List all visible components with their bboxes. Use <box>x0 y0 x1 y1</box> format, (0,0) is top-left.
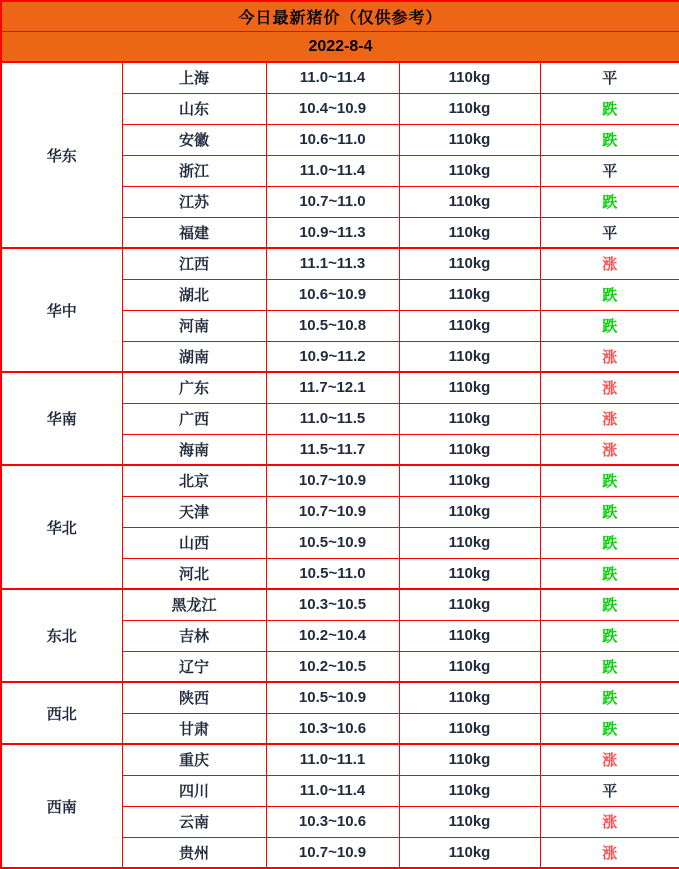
province-cell: 辽宁 <box>122 651 266 682</box>
province-cell: 河南 <box>122 310 266 341</box>
region-cell: 西南 <box>1 744 122 868</box>
page-title: 今日最新猪价（仅供参考） <box>1 1 679 32</box>
province-cell: 四川 <box>122 775 266 806</box>
province-cell: 海南 <box>122 434 266 465</box>
table-date-row <box>1 32 679 63</box>
weight-cell: 110kg <box>399 248 540 279</box>
province-cell: 广东 <box>122 372 266 403</box>
table-row <box>1 589 679 620</box>
price-table-body <box>1 1 679 868</box>
region-cell: 东北 <box>1 589 122 682</box>
trend-cell: 涨 <box>540 372 679 403</box>
trend-cell: 跌 <box>540 527 679 558</box>
weight-cell: 110kg <box>399 713 540 744</box>
price-cell: 10.3~10.5 <box>266 589 399 620</box>
province-cell: 江苏 <box>122 186 266 217</box>
weight-cell: 110kg <box>399 93 540 124</box>
trend-cell: 涨 <box>540 744 679 775</box>
province-cell: 湖北 <box>122 279 266 310</box>
price-cell: 11.5~11.7 <box>266 434 399 465</box>
price-cell: 10.7~10.9 <box>266 496 399 527</box>
weight-cell: 110kg <box>399 186 540 217</box>
trend-cell: 跌 <box>540 465 679 496</box>
price-cell: 10.3~10.6 <box>266 713 399 744</box>
price-cell: 10.7~10.9 <box>266 465 399 496</box>
weight-cell: 110kg <box>399 775 540 806</box>
price-cell: 10.6~11.0 <box>266 124 399 155</box>
trend-cell: 跌 <box>540 651 679 682</box>
trend-cell: 跌 <box>540 682 679 713</box>
weight-cell: 110kg <box>399 682 540 713</box>
price-cell: 10.7~11.0 <box>266 186 399 217</box>
date-label: 2022-8-4 <box>1 32 679 63</box>
province-cell: 甘肃 <box>122 713 266 744</box>
trend-cell: 平 <box>540 217 679 248</box>
weight-cell: 110kg <box>399 279 540 310</box>
province-cell: 山西 <box>122 527 266 558</box>
price-cell: 10.5~11.0 <box>266 558 399 589</box>
region-cell: 西北 <box>1 682 122 744</box>
price-cell: 11.0~11.1 <box>266 744 399 775</box>
province-cell: 浙江 <box>122 155 266 186</box>
province-cell: 山东 <box>122 93 266 124</box>
trend-cell: 跌 <box>540 589 679 620</box>
trend-cell: 跌 <box>540 496 679 527</box>
price-cell: 10.2~10.5 <box>266 651 399 682</box>
table-row <box>1 248 679 279</box>
trend-cell: 跌 <box>540 558 679 589</box>
weight-cell: 110kg <box>399 341 540 372</box>
province-cell: 安徽 <box>122 124 266 155</box>
weight-cell: 110kg <box>399 217 540 248</box>
trend-cell: 跌 <box>540 124 679 155</box>
province-cell: 贵州 <box>122 837 266 868</box>
table-row <box>1 465 679 496</box>
region-cell: 华北 <box>1 465 122 589</box>
price-cell: 10.9~11.3 <box>266 217 399 248</box>
price-cell: 10.9~11.2 <box>266 341 399 372</box>
trend-cell: 涨 <box>540 434 679 465</box>
weight-cell: 110kg <box>399 372 540 403</box>
weight-cell: 110kg <box>399 310 540 341</box>
province-cell: 江西 <box>122 248 266 279</box>
price-cell: 10.7~10.9 <box>266 837 399 868</box>
table-title-row <box>1 1 679 32</box>
region-cell: 华南 <box>1 372 122 465</box>
province-cell: 河北 <box>122 558 266 589</box>
table-row <box>1 62 679 93</box>
weight-cell: 110kg <box>399 124 540 155</box>
price-cell: 11.7~12.1 <box>266 372 399 403</box>
province-cell: 上海 <box>122 62 266 93</box>
price-cell: 10.5~10.9 <box>266 682 399 713</box>
table-row <box>1 744 679 775</box>
weight-cell: 110kg <box>399 434 540 465</box>
trend-cell: 平 <box>540 775 679 806</box>
trend-cell: 跌 <box>540 713 679 744</box>
trend-cell: 涨 <box>540 341 679 372</box>
weight-cell: 110kg <box>399 837 540 868</box>
trend-cell: 涨 <box>540 403 679 434</box>
price-cell: 11.0~11.4 <box>266 62 399 93</box>
weight-cell: 110kg <box>399 527 540 558</box>
price-cell: 10.5~10.9 <box>266 527 399 558</box>
province-cell: 天津 <box>122 496 266 527</box>
weight-cell: 110kg <box>399 558 540 589</box>
price-cell: 10.2~10.4 <box>266 620 399 651</box>
price-cell: 10.4~10.9 <box>266 93 399 124</box>
weight-cell: 110kg <box>399 744 540 775</box>
region-cell: 华中 <box>1 248 122 372</box>
table-row <box>1 372 679 403</box>
price-cell: 10.5~10.8 <box>266 310 399 341</box>
trend-cell: 涨 <box>540 806 679 837</box>
trend-cell: 平 <box>540 155 679 186</box>
province-cell: 黑龙江 <box>122 589 266 620</box>
price-cell: 11.0~11.5 <box>266 403 399 434</box>
weight-cell: 110kg <box>399 651 540 682</box>
weight-cell: 110kg <box>399 620 540 651</box>
province-cell: 广西 <box>122 403 266 434</box>
trend-cell: 涨 <box>540 248 679 279</box>
weight-cell: 110kg <box>399 496 540 527</box>
trend-cell: 跌 <box>540 93 679 124</box>
trend-cell: 跌 <box>540 186 679 217</box>
province-cell: 重庆 <box>122 744 266 775</box>
province-cell: 吉林 <box>122 620 266 651</box>
region-cell: 华东 <box>1 62 122 248</box>
province-cell: 湖南 <box>122 341 266 372</box>
price-cell: 11.0~11.4 <box>266 155 399 186</box>
table-row <box>1 682 679 713</box>
weight-cell: 110kg <box>399 589 540 620</box>
trend-cell: 跌 <box>540 279 679 310</box>
province-cell: 云南 <box>122 806 266 837</box>
price-cell: 10.3~10.6 <box>266 806 399 837</box>
weight-cell: 110kg <box>399 465 540 496</box>
trend-cell: 跌 <box>540 310 679 341</box>
price-cell: 10.6~10.9 <box>266 279 399 310</box>
weight-cell: 110kg <box>399 155 540 186</box>
price-cell: 11.0~11.4 <box>266 775 399 806</box>
province-cell: 北京 <box>122 465 266 496</box>
weight-cell: 110kg <box>399 403 540 434</box>
weight-cell: 110kg <box>399 806 540 837</box>
trend-cell: 平 <box>540 62 679 93</box>
trend-cell: 涨 <box>540 837 679 868</box>
weight-cell: 110kg <box>399 62 540 93</box>
trend-cell: 跌 <box>540 620 679 651</box>
price-cell: 11.1~11.3 <box>266 248 399 279</box>
province-cell: 陕西 <box>122 682 266 713</box>
province-cell: 福建 <box>122 217 266 248</box>
